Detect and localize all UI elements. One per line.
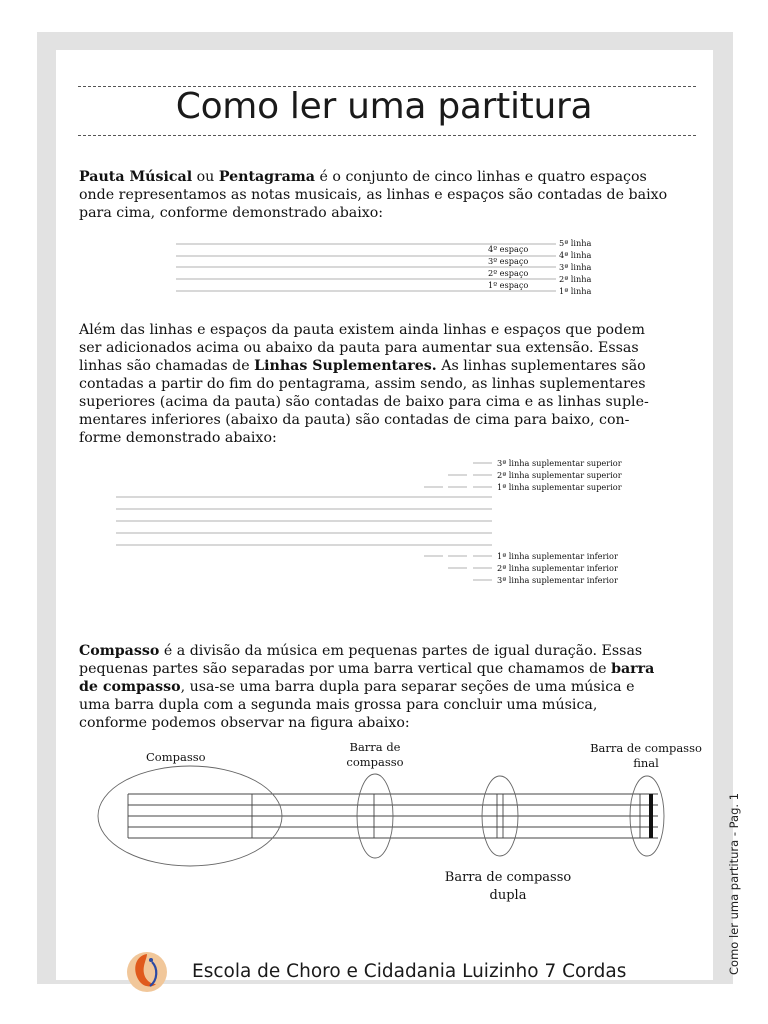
ledger-upper-3: 3ª linha suplementar superior [497,458,622,468]
staff1-space-4: 4º espaço [488,244,529,254]
label-barra-dupla [428,869,588,905]
page-title: Como ler uma partitura [175,86,593,127]
label-final-line1: Barra de compasso [590,741,702,755]
ledger-lower-2: 2ª linha suplementar inferior [497,563,618,573]
label-compasso: Compasso [146,750,206,764]
staff1-space-2: 2º espaço [488,268,529,278]
staff1-line-1: 1ª linha [559,286,592,296]
label-barra-line1: Barra de [349,740,401,754]
term-compasso: Compasso [79,643,160,659]
staff1-space-1: 1º espaço [488,280,529,290]
footer-school-name: Escola de Choro e Cidadania Luizinho 7 Cordas [192,961,627,982]
label-final-line2: final [633,756,659,770]
label-dupla-line1: Barra de compasso [444,870,572,885]
paragraph2-text-after: As linhas suplementares são contadas a partir do fim do pentagrama, assim sendo, as linhas suplementares superiores (acima da pauta) são contadas de baixo para cima e as linhas suple-mentares inferiores (abaixo da pauta) são contadas de cima para baixo, con-forme demonstrado abaixo: [79,358,649,446]
label-barra-de-compasso [330,740,420,770]
side-page-label: Como ler uma partitura - Pag. 1 [727,792,741,975]
paragraph3-text2: , usa-se uma barra dupla para separar seções de uma música e uma barra dupla com a segunda mais grossa para concluir uma música, conforme podemos observar na figura abaixo: [79,679,635,731]
ledger-lower-1: 1ª linha suplementar inferior [497,551,618,561]
term-pauta-musical: Pauta Músical [79,169,193,185]
ledger-upper-1: 1ª linha suplementar superior [497,482,622,492]
school-logo-icon [124,948,170,994]
ledger-lower-3: 3ª linha suplementar inferior [497,575,618,585]
staff1-line-4: 4ª linha [559,250,592,260]
connector-text: ou [192,169,219,185]
ledger-upper-2: 2ª linha suplementar superior [497,470,622,480]
staff1-space-3: 3º espaço [488,256,529,266]
paragraph2-text-before: Além das linhas e espaços da pauta existem ainda linhas e espaços que podem ser adicionados acima ou abaixo da pauta para aumentar sua extensão. Essas linhas são chamadas de [79,322,646,374]
staff1-line-5: 5ª linha [559,238,592,248]
label-dupla-line2: dupla [489,888,527,903]
term-barra-de-compasso: barra de compasso [79,661,655,695]
staff1-line-3: 3ª linha [559,262,592,272]
paragraph3-text1: é a divisão da música em pequenas partes de igual duração. Essas pequenas partes são separadas por uma barra vertical que chamamos de [79,643,643,677]
label-barra-line2: compasso [346,755,404,769]
term-linhas-suplementares: Linhas Suplementares. [254,358,437,374]
term-pentagrama: Pentagrama [218,169,315,185]
staff1-line-2: 2ª linha [559,274,592,284]
paragraph-pauta-text: é o conjunto de cinco linhas e quatro espaços onde representamos as notas musicais, as linhas e espaços são contadas de baixo para cima, conforme demonstrado abaixo: [79,169,668,221]
label-barra-final [578,741,714,771]
